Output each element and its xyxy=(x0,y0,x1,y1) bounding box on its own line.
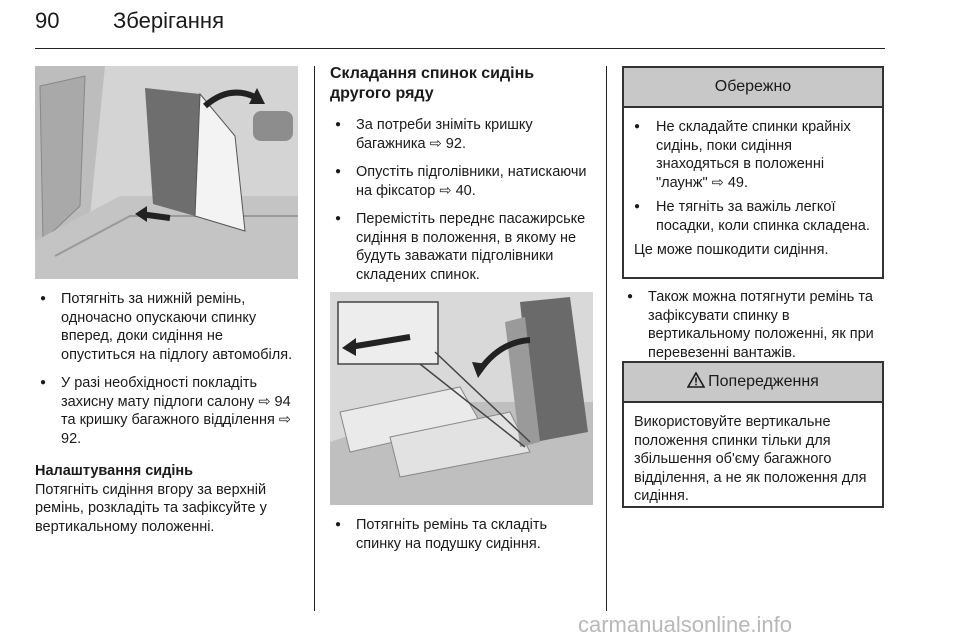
watermark: carmanualsonline.info xyxy=(578,612,793,637)
caution-title: Обережно xyxy=(624,68,882,108)
caution-note: Це може пошкодити сидіння. xyxy=(634,242,829,258)
column-divider-2 xyxy=(606,66,607,611)
warning-triangle-icon xyxy=(687,372,705,388)
second-row-seat-illustration xyxy=(330,292,593,505)
column-2 xyxy=(330,64,595,294)
list-item: ● Не складайте спинки крайніх сидінь, поки сидіння знаходяться в положенні "лаунж" ⇨ 49. xyxy=(634,118,874,192)
warning-box xyxy=(622,361,884,508)
page-header xyxy=(35,8,885,48)
column-2-lower xyxy=(330,516,595,563)
section-heading: Складання спинок сидінь другого ряду xyxy=(330,65,535,102)
paragraph: Потягніть сидіння вгору за верхній ремінь, розкладіть та зафіксуйте у вертикальному положенні. xyxy=(35,481,267,535)
col3-bullet-list xyxy=(622,288,887,362)
col2-bullet-list-2 xyxy=(330,516,595,553)
cargo-seat-illustration xyxy=(35,66,298,279)
column-1 xyxy=(35,290,300,536)
warning-title: Попередження xyxy=(708,373,819,390)
subheading: Налаштування сидінь xyxy=(35,463,194,479)
section-title: Зберігання xyxy=(113,8,224,33)
list-item: ● За потреби зніміть кришку багажника ⇨ 92. xyxy=(330,116,595,153)
caution-box xyxy=(622,66,884,279)
list-item: ● Потягніть ремінь та складіть спинку на подушку сидіння. xyxy=(330,516,595,553)
warning-header xyxy=(624,363,882,403)
list-item: ● У разі необхідності покладіть захисну мату підлоги салону ⇨ 94 та кришку багажного відділення ⇨ 92. xyxy=(35,374,300,448)
caution-bullet-list xyxy=(634,118,874,235)
list-item: ● Також можна потягнути ремінь та зафіксувати спинку в вертикальному положенні, як при перевезенні вантажів. xyxy=(622,288,887,362)
col2-bullet-list xyxy=(330,116,595,284)
list-item: ● Не тягніть за важіль легкої посадки, коли спинка складена. xyxy=(634,198,874,235)
list-item: ● Перемістіть переднє пасажирське сидіння в положення, в якому не будуть заважати підголівники складених спинок. xyxy=(330,210,595,284)
list-item: ● Потягніть за нижній ремінь, одночасно опускаючи спинку вперед, доки сидіння не опуститься на підлогу автомобіля. xyxy=(35,290,300,364)
page-number: 90 xyxy=(35,8,60,33)
column-3-bullet xyxy=(622,288,887,372)
col1-bullet-list xyxy=(35,290,300,448)
warning-text: Використовуйте вертикальне положення спинки тільки для збільшення об'єму багажного відділення, а не як положення для сидіння. xyxy=(634,414,867,504)
column-divider-1 xyxy=(314,66,315,611)
header-rule xyxy=(35,48,885,49)
list-item: ● Опустіть підголівники, натискаючи на фіксатор ⇨ 40. xyxy=(330,163,595,200)
